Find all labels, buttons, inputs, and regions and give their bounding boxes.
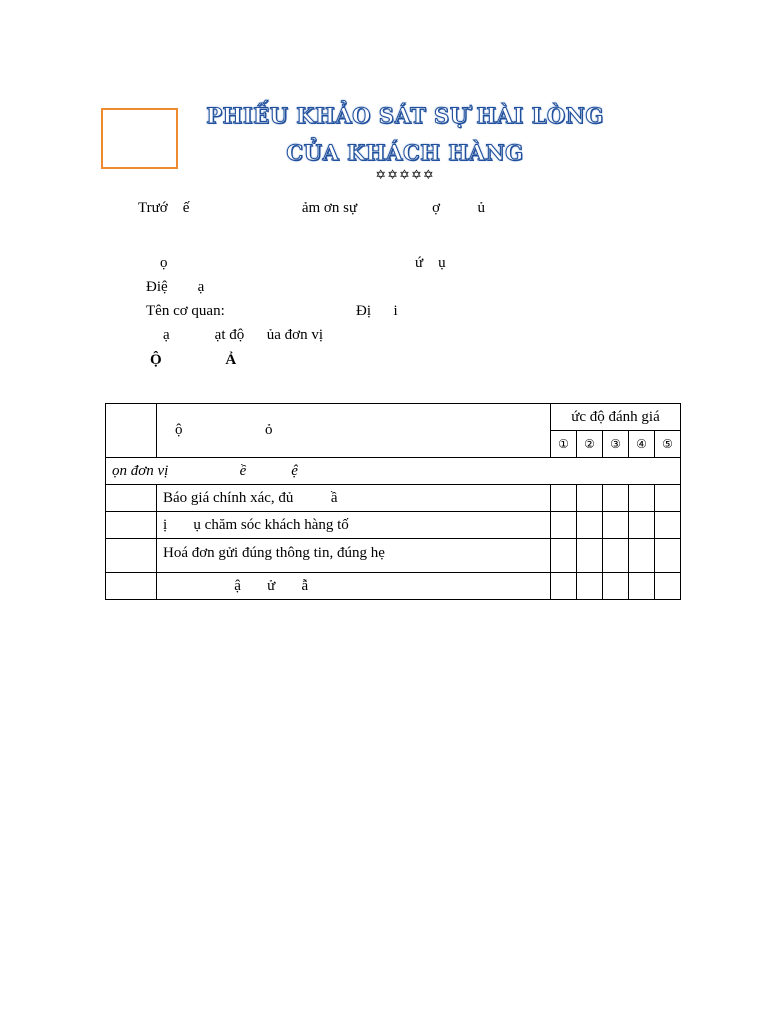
form-title-line1: PHIẾU KHẢO SÁT SỰ HÀI LÒNG [206, 103, 604, 128]
row-question: ị ụ chăm sóc khách hàng tố [157, 512, 551, 539]
rating-cell[interactable] [603, 539, 629, 573]
star-divider-icon: ✡✡✡✡✡ [375, 168, 435, 183]
score-2-header: ② [577, 431, 603, 458]
index-header-cell [106, 404, 157, 458]
row-index-cell [106, 512, 157, 539]
rating-cell[interactable] [629, 512, 655, 539]
rating-cell[interactable] [551, 512, 577, 539]
rating-cell[interactable] [577, 512, 603, 539]
rating-cell[interactable] [577, 485, 603, 512]
table-header-row [106, 404, 681, 431]
section-heading: Ộ Ả [150, 352, 237, 368]
rating-cell[interactable] [577, 573, 603, 600]
field-of-activity-line: ạ ạt độ ủa đơn vị [163, 327, 323, 343]
table-row [106, 512, 681, 539]
rating-header-cell: ức độ đánh giá [551, 404, 681, 431]
rating-cell[interactable] [551, 573, 577, 600]
rating-cell[interactable] [629, 573, 655, 600]
rating-cell[interactable] [629, 485, 655, 512]
row-question: Hoá đơn gửi đúng thông tin, đúng hẹ [157, 539, 551, 573]
row-index-cell [106, 539, 157, 573]
rating-cell[interactable] [655, 573, 681, 600]
intro-text: Trướ ế ảm ơn sự ợ ủ [138, 200, 486, 216]
table-row [106, 539, 681, 573]
rating-cell[interactable] [603, 512, 629, 539]
row-question: Báo giá chính xác, đủ ầ [157, 485, 551, 512]
row-index-cell [106, 485, 157, 512]
rating-cell[interactable] [577, 539, 603, 573]
rating-cell[interactable] [551, 539, 577, 573]
logo-placeholder-box [101, 108, 178, 169]
customer-name-line: ọ ứ ụ [160, 255, 446, 271]
phone-line: Điệ ạ [146, 279, 205, 295]
score-4-header: ④ [629, 431, 655, 458]
rating-cell[interactable] [629, 539, 655, 573]
rating-cell[interactable] [551, 485, 577, 512]
row-question: ậ ử ẫ [157, 573, 551, 600]
agency-line: Tên cơ quan: Đị i [146, 303, 398, 319]
rating-cell[interactable] [603, 573, 629, 600]
form-title-line2: CỦA KHÁCH HÀNG [286, 140, 524, 165]
group-row [106, 458, 681, 485]
group-row-label: ọn đơn vị ề ệ [106, 458, 681, 485]
row-index-cell [106, 573, 157, 600]
rating-cell[interactable] [655, 485, 681, 512]
table-row [106, 485, 681, 512]
score-5-header: ⑤ [655, 431, 681, 458]
rating-cell[interactable] [655, 539, 681, 573]
table-row [106, 573, 681, 600]
rating-cell[interactable] [603, 485, 629, 512]
score-3-header: ③ [603, 431, 629, 458]
rating-table [105, 403, 681, 600]
rating-cell[interactable] [655, 512, 681, 539]
content-header-cell: ộ ỏ [157, 404, 551, 458]
score-1-header: ① [551, 431, 577, 458]
